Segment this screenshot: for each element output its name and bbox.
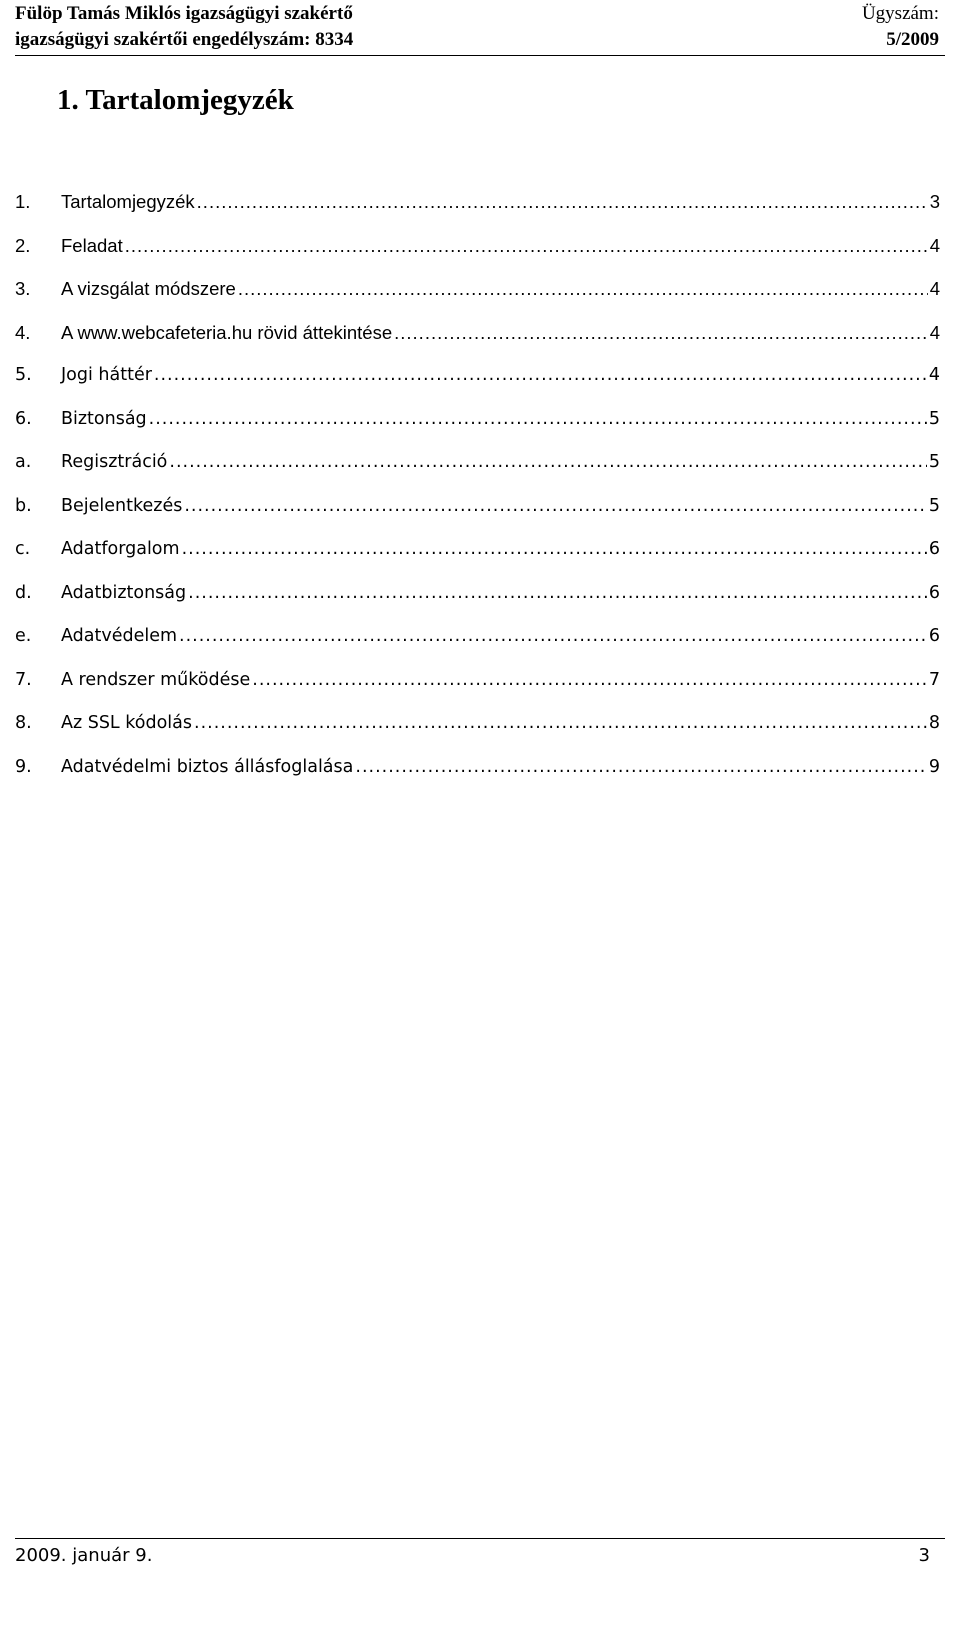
toc-entry-page: 5 <box>928 408 940 429</box>
footer-page-number: 3 <box>918 1545 930 1566</box>
header-case-label: Ügyszám: <box>861 3 939 24</box>
footer-date: 2009. január 9. <box>15 1545 153 1566</box>
toc-entry-page: 6 <box>928 539 940 559</box>
toc-leader-dots <box>197 191 928 213</box>
toc-entry[interactable] <box>15 539 945 583</box>
toc-leader-dots <box>188 583 927 603</box>
toc-leader-dots <box>252 670 927 690</box>
toc-entry[interactable] <box>15 757 945 801</box>
toc-entry-page: 4 <box>929 278 940 299</box>
toc-leader-dots <box>179 626 927 646</box>
toc-entry[interactable] <box>15 713 945 757</box>
toc-entry-page: 4 <box>929 234 940 256</box>
toc-entry-number: e. <box>15 626 32 646</box>
toc-entry-label: Biztonság <box>61 408 147 429</box>
toc-entry-number: 3. <box>15 278 31 299</box>
toc-entry[interactable] <box>15 626 945 670</box>
toc-heading: 1. Tartalomjegyzék <box>57 84 294 116</box>
table-of-contents <box>15 191 945 800</box>
toc-entry[interactable] <box>15 365 945 409</box>
toc-entry[interactable] <box>15 496 945 540</box>
toc-entry-label: Az SSL kódolás <box>61 713 192 733</box>
toc-entry-label: Adatbiztonság <box>61 582 187 603</box>
page-header <box>15 0 945 56</box>
toc-entry-label: Bejelentkezés <box>61 495 183 516</box>
toc-entry-number: 8. <box>15 713 32 733</box>
toc-entry-number: b. <box>15 495 32 516</box>
toc-entry-page: 4 <box>928 365 940 385</box>
toc-entry-number: c. <box>15 539 31 559</box>
toc-entry-page: 6 <box>928 626 940 646</box>
header-license: igazságügyi szakértői engedélyszám: 8334 <box>15 29 354 50</box>
toc-entry[interactable] <box>15 452 945 496</box>
toc-entry-page: 5 <box>928 495 940 516</box>
toc-entry-number: 2. <box>15 234 31 256</box>
toc-leader-dots <box>238 278 928 300</box>
toc-entry-page: 7 <box>928 669 940 690</box>
toc-entry-label: Adatvédelmi biztos állásfoglalása <box>61 756 354 777</box>
toc-entry-label: Jogi háttér <box>61 365 152 385</box>
toc-entry-number: d. <box>15 582 32 603</box>
toc-leader-dots <box>184 496 927 516</box>
toc-entry-page: 6 <box>928 582 940 603</box>
toc-entry-label: Adatvédelem <box>61 626 178 646</box>
toc-leader-dots <box>355 757 926 777</box>
toc-entry[interactable] <box>15 278 945 322</box>
toc-entry-number: 1. <box>15 191 31 212</box>
toc-entry-label: A rendszer működése <box>61 669 251 690</box>
toc-entry-number: 6. <box>15 408 32 429</box>
toc-entry-label: Feladat <box>61 234 123 256</box>
toc-entry-page: 5 <box>928 452 940 472</box>
toc-leader-dots <box>149 409 927 429</box>
toc-entry-page: 8 <box>928 713 940 733</box>
header-row-1 <box>15 3 945 29</box>
toc-entry[interactable] <box>15 409 945 453</box>
toc-entry-label: Regisztráció <box>61 452 168 472</box>
toc-entry-page: 4 <box>929 321 940 343</box>
toc-entry[interactable] <box>15 670 945 714</box>
toc-leader-dots <box>194 713 927 733</box>
toc-entry-label: A vizsgálat módszere <box>61 278 236 299</box>
toc-entry[interactable] <box>15 583 945 627</box>
toc-entry-page: 3 <box>929 191 940 212</box>
toc-entry[interactable] <box>15 322 945 366</box>
toc-entry-page: 9 <box>928 756 940 777</box>
toc-entry-label: A www.webcafeteria.hu rövid áttekintése <box>61 321 393 343</box>
toc-entry-number: 7. <box>15 669 32 690</box>
toc-entry-number: 9. <box>15 756 32 777</box>
toc-entry-label: Tartalomjegyzék <box>61 191 195 212</box>
toc-entry[interactable] <box>15 191 945 235</box>
toc-leader-dots <box>154 365 927 385</box>
header-case-number: 5/2009 <box>886 29 939 50</box>
page-footer <box>15 1538 945 1579</box>
toc-entry[interactable] <box>15 235 945 279</box>
header-row-2 <box>15 29 945 55</box>
toc-entry-number: 4. <box>15 321 31 343</box>
toc-leader-dots <box>125 235 928 257</box>
toc-leader-dots <box>169 452 926 472</box>
toc-leader-dots <box>394 322 928 344</box>
toc-entry-number: 5. <box>15 365 32 385</box>
toc-entry-number: a. <box>15 452 32 472</box>
toc-leader-dots <box>182 539 927 559</box>
toc-entry-label: Adatforgalom <box>61 539 180 559</box>
header-author: Fülöp Tamás Miklós igazságügyi szakértő <box>15 3 353 24</box>
